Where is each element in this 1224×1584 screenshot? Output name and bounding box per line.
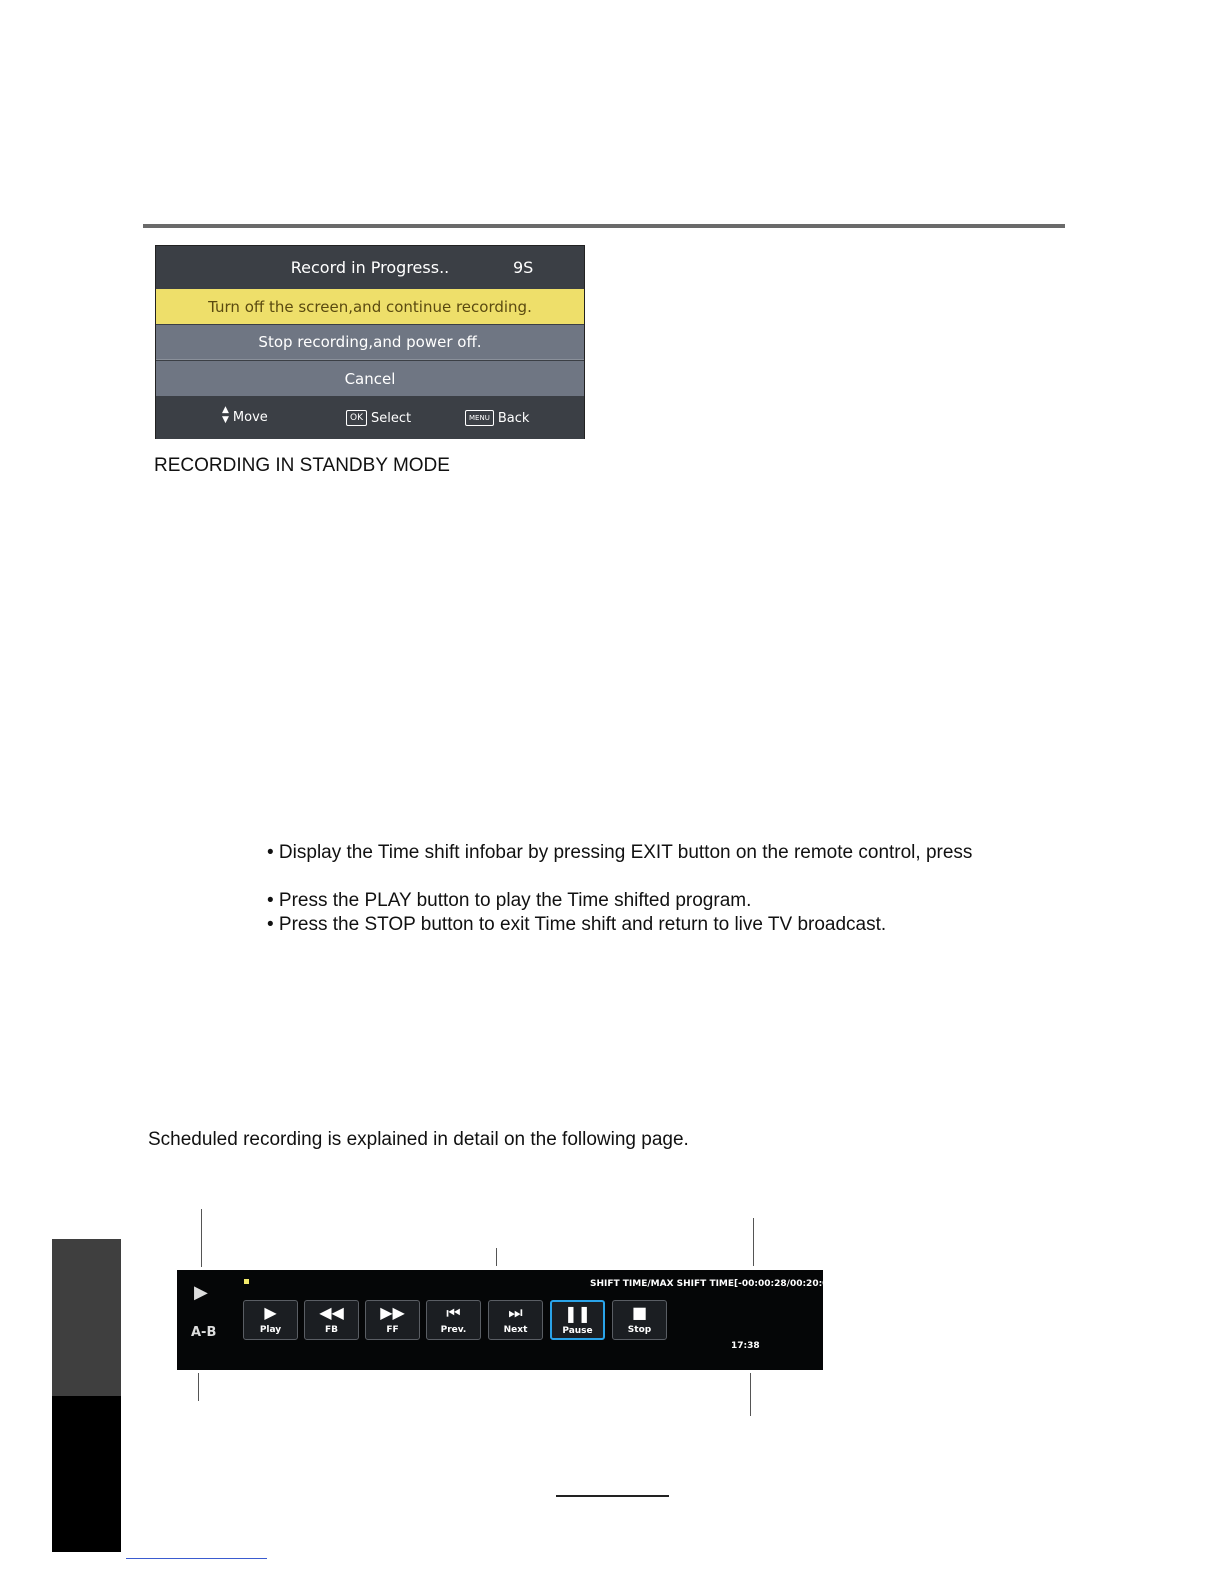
dialog-countdown: 9S <box>513 258 534 277</box>
bullet-stop: • Press the STOP button to exit Time shift and return to live TV broadcast. <box>267 914 887 935</box>
side-tab-grey <box>52 1239 121 1396</box>
top-rule <box>143 224 1065 228</box>
pause-button[interactable]: ❚❚ Pause <box>550 1300 605 1340</box>
hint-select <box>346 410 411 426</box>
callout-line <box>753 1218 754 1266</box>
ab-repeat-label: A-B <box>191 1325 217 1340</box>
fast-backward-button[interactable]: ◀◀ FB <box>304 1300 359 1340</box>
option-stop-power-off[interactable]: Stop recording,and power off. <box>156 325 584 360</box>
fast-backward-icon: ◀◀ <box>319 1303 344 1322</box>
hint-back-label: Back <box>497 410 530 426</box>
play-status-icon: ▶ <box>194 1282 208 1303</box>
callout-line <box>201 1209 202 1267</box>
section-caption: RECORDING IN STANDBY MODE <box>154 455 450 476</box>
record-progress-dialog <box>155 245 585 439</box>
bullet-play: • Press the PLAY button to play the Time shifted program. <box>267 890 752 911</box>
play-button[interactable]: ▶ Play <box>243 1300 298 1340</box>
clock: 17:38 <box>731 1341 760 1351</box>
stop-icon: ■ <box>631 1303 648 1322</box>
dialog-title: Record in Progress.. <box>290 257 450 277</box>
play-icon: ▶ <box>264 1303 277 1322</box>
next-icon: ⏭ <box>508 1303 523 1322</box>
shift-time-info: SHIFT TIME/MAX SHIFT TIME[-00:00:28/00:20:00] <box>590 1279 839 1289</box>
option-continue-recording[interactable]: Turn off the screen,and continue recording. <box>156 289 584 324</box>
dialog-title-bar <box>156 246 584 288</box>
up-down-arrows-icon: ▲ ▼ <box>222 404 229 425</box>
hint-move <box>222 404 268 425</box>
recording-indicator <box>244 1279 249 1284</box>
stop-button[interactable]: ■ Stop <box>612 1300 667 1340</box>
page-footer-rule <box>556 1495 669 1497</box>
timeshift-infobar <box>177 1270 839 1370</box>
dialog-footer <box>156 396 584 439</box>
hint-back <box>465 410 529 426</box>
callout-line <box>198 1373 199 1401</box>
previous-button[interactable]: ⏮ Prev. <box>426 1300 481 1340</box>
next-button[interactable]: ⏭ Next <box>488 1300 543 1340</box>
ok-key-icon: OK <box>346 410 367 426</box>
bottom-link-rule <box>126 1558 267 1559</box>
hint-move-label: Move <box>232 410 268 425</box>
callout-line <box>496 1248 497 1266</box>
hint-select-label: Select <box>371 410 412 426</box>
pause-icon: ❚❚ <box>564 1304 591 1323</box>
side-tab-black <box>52 1396 121 1552</box>
previous-icon: ⏮ <box>446 1303 461 1322</box>
bullet-display-infobar: • Display the Time shift infobar by pressing EXIT button on the remote control, press <box>267 842 973 863</box>
callout-line <box>750 1373 751 1416</box>
menu-key-icon: MENU <box>465 410 494 426</box>
scheduled-recording-note: Scheduled recording is explained in detail on the following page. <box>148 1129 689 1150</box>
option-cancel[interactable]: Cancel <box>156 361 584 396</box>
fast-forward-button[interactable]: ▶▶ FF <box>365 1300 420 1340</box>
fast-forward-icon: ▶▶ <box>380 1303 405 1322</box>
